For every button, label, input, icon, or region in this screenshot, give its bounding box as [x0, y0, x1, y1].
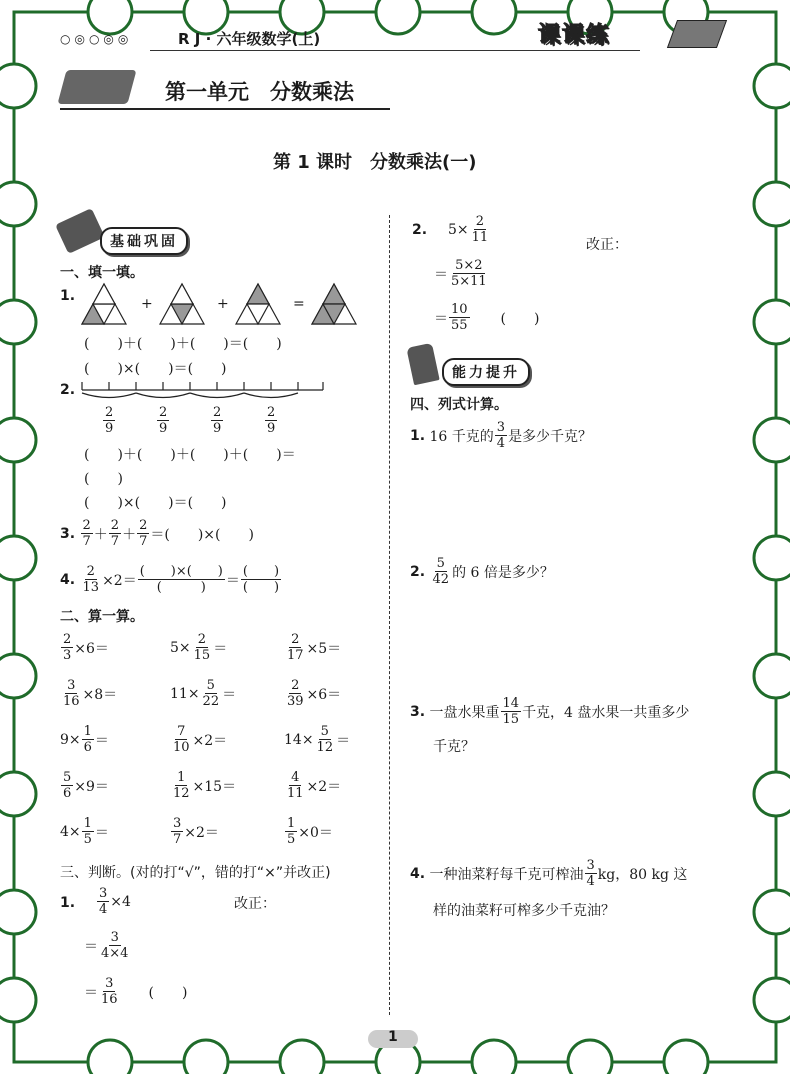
books-icon: [667, 20, 727, 48]
calc-fraction: $\frac{1}{5}$: [287, 816, 296, 847]
lesson-title: 第 1 课时 分数乘法(一): [273, 152, 477, 173]
q4-blank-frac-2[interactable]: $\frac{( )}{( )}$: [242, 564, 280, 595]
j2-step-1: [434, 258, 490, 289]
badge-basic: 基础巩固: [100, 227, 188, 255]
calc-item[interactable]: [170, 816, 219, 847]
problem-2-frac: $\frac{5}{42}$: [432, 556, 450, 587]
j2-step2-frac: $\frac{10}{55}$: [451, 302, 468, 333]
q1-number: 1.: [60, 288, 76, 304]
frame-scallop: [472, 0, 516, 34]
q3-frac-3: $\frac{2}{7}$: [139, 518, 148, 549]
section-judge-title: 三、判断。(对的打“√”，错的打“×”并改正): [60, 865, 331, 881]
calc-text: ×8＝: [82, 686, 118, 703]
problem-2-number: 2.: [410, 563, 426, 580]
problem-4-frac: $\frac{3}{4}$: [586, 858, 595, 889]
calc-item[interactable]: [170, 724, 227, 755]
problem-1-text-b: 是多少千克？: [508, 428, 593, 445]
badge-advanced: 能力提升: [442, 358, 530, 386]
frame-scallop: [0, 64, 36, 108]
calc-text: ×6＝: [74, 640, 109, 657]
frame-scallop: [0, 418, 36, 462]
problem-3-text-c: 千克？: [433, 739, 475, 755]
calc-fraction: $\frac{2}{39}$: [287, 678, 304, 709]
q4-mid: ×2＝: [102, 572, 137, 589]
problem-1-number: 1.: [410, 427, 426, 444]
frame-scallop: [0, 182, 36, 226]
calc-text: ×2＝: [192, 732, 228, 749]
problem-4-number: 4.: [410, 865, 426, 882]
frame-scallop: [280, 1040, 324, 1074]
frame-scallop: [754, 978, 790, 1022]
calc-item[interactable]: [284, 770, 341, 801]
calc-item[interactable]: [60, 770, 109, 801]
calc-item[interactable]: [284, 678, 341, 709]
q1-op-plus-1: +: [141, 296, 153, 312]
frame-scallop: [754, 654, 790, 698]
q1-op-equals: =: [293, 296, 305, 312]
calc-text: ×5＝: [306, 640, 342, 657]
q4-frac: $\frac{2}{13}$: [82, 564, 100, 595]
section-fill-title: 一、填一填。: [60, 265, 144, 281]
calc-fraction: $\frac{7}{10}$: [173, 724, 190, 755]
q1-op-plus-2: +: [217, 296, 229, 312]
q2-frac-4: $\frac{2}{9}$: [267, 405, 276, 436]
j1-fix-label: 改正：: [234, 896, 276, 912]
q4-blank-frac-1[interactable]: $\frac{( )\times( )}{( )}$: [139, 564, 223, 595]
calc-fraction: $\frac{5}{22}$: [202, 678, 220, 709]
q1-mul-line[interactable]: ( )×( )＝( ): [84, 361, 227, 377]
frame-scallop: [88, 1040, 132, 1074]
j2-lead: 5×: [448, 221, 469, 238]
j2-frac: $\frac{2}{11}$: [471, 214, 489, 245]
j1-step-2: [84, 976, 187, 1007]
j1-answer-paren[interactable]: ( ): [148, 984, 188, 1001]
calc-text: ×2＝: [184, 824, 219, 841]
problem-1-text-a: 16 千克的: [429, 428, 494, 445]
frame-scallop: [0, 890, 36, 934]
calc-item[interactable]: [60, 632, 109, 663]
q2-mul-line[interactable]: ( )×( )＝( ): [84, 495, 227, 511]
j2-step1-frac: $\frac{5\times 2}{5\times 11}$: [451, 258, 487, 289]
calc-item[interactable]: [284, 724, 350, 755]
problem-4-text-c: 样的油菜籽可榨多少千克油？: [433, 903, 615, 919]
books-stack-icon: [57, 70, 136, 104]
problem-4-text-a: 一种油菜籽每千克可榨油: [429, 866, 584, 883]
q2-frac-3: $\frac{2}{9}$: [213, 405, 222, 436]
header-rule: [150, 50, 640, 51]
j2-answer-paren[interactable]: ( ): [500, 310, 540, 327]
problem-1: [410, 420, 592, 451]
calc-fraction: $\frac{1}{6}$: [83, 724, 92, 755]
frame-scallop: [754, 300, 790, 344]
frame-scallop: [0, 978, 36, 1022]
q2-sum-line-2[interactable]: ( ): [84, 471, 123, 487]
j2-expr: [448, 214, 491, 245]
calc-text: ＝: [336, 732, 351, 749]
problem-3-number: 3.: [410, 703, 426, 720]
q3-tail[interactable]: ＝( )×( ): [150, 526, 254, 543]
q2-frac-2: $\frac{2}{9}$: [159, 405, 168, 436]
problem-2: [410, 556, 554, 587]
problem-3-text-a: 一盘水果重: [429, 704, 500, 721]
calc-text: ×9＝: [74, 778, 109, 795]
frame-scallop: [0, 536, 36, 580]
calc-item[interactable]: [284, 816, 333, 847]
problem-2-text: 的 6 倍是多少？: [452, 564, 554, 581]
frame-scallop: [184, 1040, 228, 1074]
calc-text: ＝: [94, 824, 109, 841]
q2-sum-line[interactable]: ( )＋( )＋( )＋( )＝: [84, 447, 296, 463]
frame-scallop: [754, 418, 790, 462]
page-number: 1: [388, 1029, 398, 1045]
calc-text: 9×: [60, 731, 81, 748]
problem-3: [410, 696, 689, 727]
calc-text: 14×: [284, 731, 314, 748]
calc-text: ×15＝: [192, 778, 237, 795]
calc-fraction: $\frac{4}{11}$: [287, 770, 304, 801]
calc-fraction: $\frac{5}{12}$: [316, 724, 334, 755]
frame-scallop: [754, 890, 790, 934]
j1-step1-frac: $\frac{3}{4\times 4}$: [101, 930, 129, 961]
j1-eq-2: ＝: [84, 984, 98, 1001]
number-line: [80, 378, 330, 408]
calc-fraction: $\frac{1}{12}$: [173, 770, 190, 801]
frame-scallop: [0, 300, 36, 344]
calc-text: 11×: [170, 685, 200, 702]
section-word-problems-title: 四、列式计算。: [410, 397, 508, 413]
q3-row: 3. $\frac{2}{7}$ ＋ $\frac{2}{7}$ ＋ $\frac{2}{7}$ ＝( )×( ): [60, 518, 254, 549]
problem-3-text-b: 千克，4 盘水果一共重多少: [522, 704, 690, 721]
q4-number: 4.: [60, 571, 76, 588]
calc-fraction: $\frac{2}{3}$: [63, 632, 72, 663]
problem-1-frac: $\frac{3}{4}$: [496, 420, 506, 451]
frame-scallop: [88, 0, 132, 34]
j1-eq-1: ＝: [84, 938, 98, 955]
j1-step2-frac: $\frac{3}{16}$: [101, 976, 118, 1007]
unit-title: 第一单元 分数乘法: [165, 80, 354, 104]
q2-number: 2.: [60, 382, 76, 398]
calc-fraction: $\frac{5}{6}$: [63, 770, 72, 801]
brand-logo: 课课练: [538, 23, 611, 48]
calc-item[interactable]: [60, 678, 117, 709]
header-dots: ○◎○◎◎: [60, 32, 133, 46]
frame-scallop: [754, 182, 790, 226]
j1-step-1: [84, 930, 131, 961]
calc-text: ＝: [222, 686, 237, 703]
calc-text: ×6＝: [306, 686, 342, 703]
q4-row: [60, 564, 282, 595]
problem-4-text-b: kg，80 kg 这: [597, 866, 688, 883]
q3-number: 3.: [60, 525, 76, 542]
calc-text: ×2＝: [306, 778, 342, 795]
frame-scallop: [754, 64, 790, 108]
calc-fraction: $\frac{3}{7}$: [173, 816, 182, 847]
j2-step-2: [434, 302, 539, 333]
calc-fraction: $\frac{2}{15}$: [193, 632, 211, 663]
frame-scallop: [754, 536, 790, 580]
q1-sum-line[interactable]: ( )＋( )＋( )＝( ): [84, 336, 282, 352]
frame-scallop: [376, 0, 420, 34]
calc-item[interactable]: [170, 770, 236, 801]
calc-text: ＝: [94, 732, 109, 749]
unit-underline: [60, 108, 390, 110]
frame-scallop: [664, 1040, 708, 1074]
q4-eq: ＝: [225, 572, 240, 589]
j2-number: 2.: [412, 222, 428, 238]
frame-scallop: [0, 772, 36, 816]
j1-frac: $\frac{3}{4}$: [99, 886, 108, 917]
q3-frac-1: $\frac{2}{7}$: [82, 518, 91, 549]
frame-scallop: [472, 1040, 516, 1074]
calc-text: 5×: [170, 639, 191, 656]
j1-expr: [96, 886, 131, 917]
calc-item[interactable]: [60, 724, 109, 755]
j2-eq-2: ＝: [434, 310, 448, 327]
frame-scallop: [568, 1040, 612, 1074]
frame-scallop: [754, 772, 790, 816]
calc-text: ×0＝: [298, 824, 333, 841]
calc-fraction: $\frac{3}{16}$: [63, 678, 80, 709]
j2-fix-label: 改正：: [586, 237, 628, 253]
calc-fraction: $\frac{2}{17}$: [287, 632, 304, 663]
j1-number: 1.: [60, 895, 76, 911]
frame-scallop: [0, 654, 36, 698]
calc-text: ＝: [213, 640, 228, 657]
calc-item[interactable]: [170, 632, 227, 663]
calc-item[interactable]: [284, 632, 341, 663]
calc-item[interactable]: [60, 816, 109, 847]
series-title: R J · 六年级数学(上): [178, 30, 321, 48]
calc-fraction: $\frac{1}{5}$: [83, 816, 92, 847]
problem-4: [410, 858, 687, 889]
problem-3-frac: $\frac{14}{15}$: [502, 696, 520, 727]
j1-mul: ×4: [110, 893, 131, 910]
column-divider: [389, 215, 390, 1015]
calc-item[interactable]: [170, 678, 236, 709]
q3-frac-2: $\frac{2}{7}$: [110, 518, 120, 549]
q2-frac-1: $\frac{2}{9}$: [105, 405, 114, 436]
section-calc-title: 二、算一算。: [60, 609, 144, 625]
calc-text: 4×: [60, 823, 81, 840]
j2-eq-1: ＝: [434, 266, 448, 283]
